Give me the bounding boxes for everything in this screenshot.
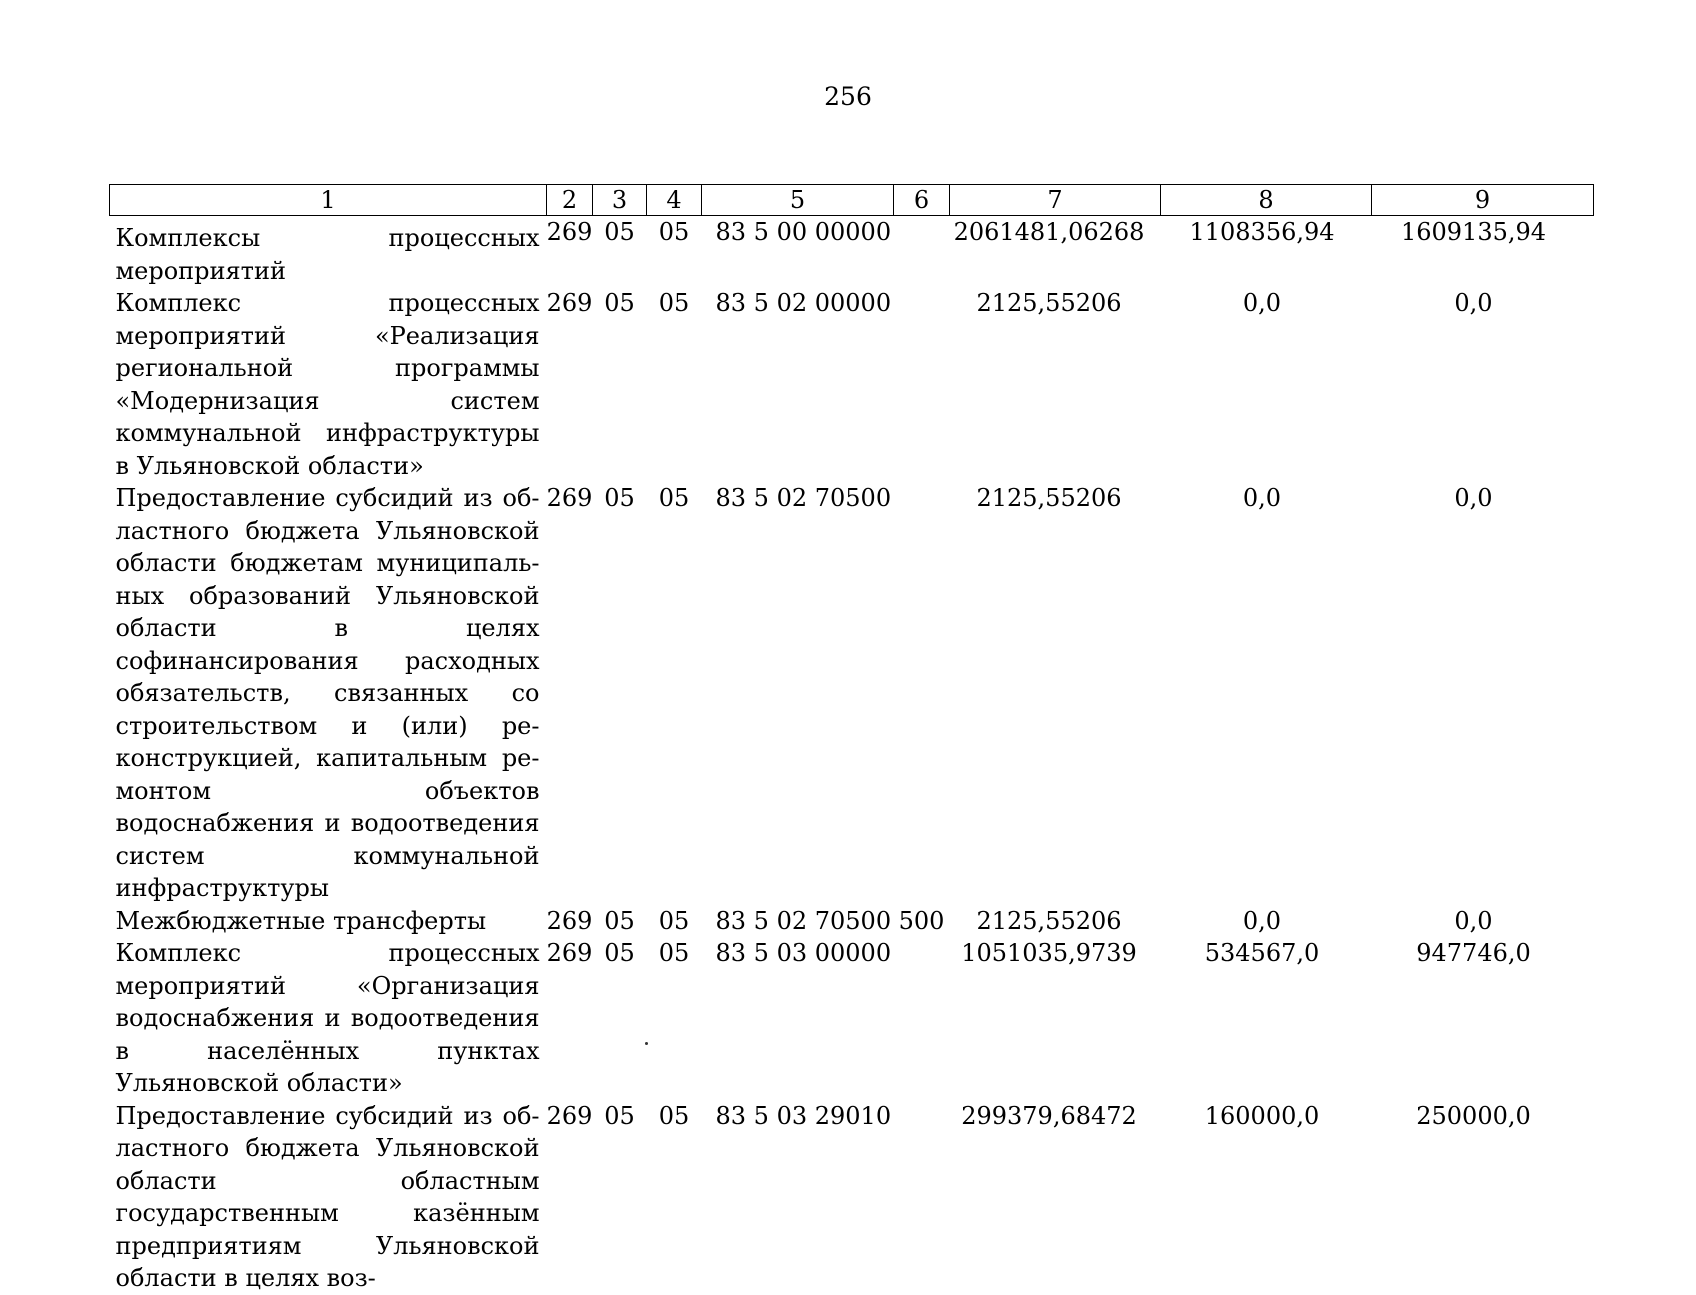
- column-header-6: 6: [894, 185, 950, 216]
- table-row: [110, 216, 1594, 288]
- cell-expense-type: 500: [898, 906, 945, 935]
- column-header-7: 7: [950, 185, 1161, 216]
- cell-subsection-code: 05: [658, 1101, 690, 1130]
- cell-amount-col7: 1051035,9739: [961, 939, 1137, 967]
- cell-amount-col9: 1609135,94: [1400, 218, 1547, 246]
- cell-expense-type: [894, 216, 950, 288]
- cell-target-article: 83 5 02 00000: [715, 289, 892, 317]
- row-description: Комплекс процессных мероприятий «Организация водоснабжения и водоотведения в населённых пунктах Ульяновской области»: [115, 939, 540, 1097]
- cell-amount-col9: 0,0: [1454, 484, 1493, 512]
- cell-subsection-code: 05: [658, 289, 690, 317]
- cell-ministry-code: 269: [546, 906, 593, 935]
- cell-amount-col7: 2125,55206: [976, 484, 1122, 512]
- cell-section-code: 05: [604, 484, 635, 512]
- column-header-4: 4: [647, 185, 702, 216]
- cell-subsection-code: 05: [658, 906, 690, 935]
- cell-expense-type: [894, 937, 950, 1100]
- cell-amount-col7: 299379,68472: [961, 1101, 1137, 1130]
- table-row: [110, 1100, 1594, 1295]
- cell-subsection-code: 05: [658, 218, 690, 246]
- cell-expense-type: [894, 1100, 950, 1295]
- header-row: [110, 185, 1594, 216]
- cell-subsection-code: 05: [658, 484, 690, 512]
- row-description: Межбюджетные трансферты: [115, 906, 487, 935]
- cell-expense-type: [894, 482, 950, 905]
- cell-section-code: 05: [604, 289, 635, 317]
- table-row: [110, 937, 1594, 1100]
- column-header-3: 3: [593, 185, 647, 216]
- cell-amount-col7: 2125,55206: [976, 289, 1122, 317]
- cell-amount-col8: 0,0: [1242, 289, 1282, 317]
- cell-amount-col8: 160000,0: [1204, 1101, 1320, 1130]
- column-header-1: 1: [110, 185, 547, 216]
- cell-section-code: 05: [604, 939, 635, 967]
- cell-subsection-code: 05: [658, 939, 690, 967]
- cell-ministry-code: 269: [546, 939, 593, 967]
- table-row: [110, 482, 1594, 905]
- cell-target-article: 83 5 00 00000: [715, 218, 892, 246]
- cell-target-article: 83 5 02 70500: [715, 906, 892, 935]
- cell-amount-col9: 0,0: [1454, 906, 1493, 935]
- row-description: Предоставление субсидий из областного бюджета Ульяновской области бюджетам муниципальных образований Ульяновской области в целях софинансирования расходных обязательств, связанных со строительством и (или) реконструкцией, капитальным ремонтом объектов водоснабжения и водоотведения систем коммунальной инфраструктуры: [115, 484, 540, 902]
- table-row: [110, 287, 1594, 482]
- column-header-5: 5: [702, 185, 894, 216]
- scan-speck: [645, 1042, 648, 1045]
- cell-amount-col8: 1108356,94: [1189, 218, 1335, 246]
- cell-ministry-code: 269: [546, 289, 593, 317]
- cell-ministry-code: 269: [546, 218, 593, 246]
- cell-amount-col9: 0,0: [1454, 289, 1493, 317]
- cell-expense-type: [894, 287, 950, 482]
- cell-target-article: 83 5 02 70500: [715, 484, 892, 512]
- cell-amount-col7: 2061481,06268: [953, 218, 1145, 246]
- cell-target-article: 83 5 03 29010: [715, 1101, 892, 1130]
- cell-target-article: 83 5 03 00000: [715, 939, 892, 967]
- cell-amount-col8: 0,0: [1242, 906, 1282, 935]
- cell-section-code: 05: [604, 218, 635, 246]
- cell-ministry-code: 269: [546, 1101, 593, 1130]
- cell-amount-col8: 534567,0: [1204, 939, 1320, 967]
- cell-amount-col8: 0,0: [1242, 484, 1282, 512]
- column-header-2: 2: [547, 185, 593, 216]
- cell-section-code: 05: [604, 1101, 635, 1130]
- row-description: Комплекс процессных мероприятий «Реализация региональной программы «Модернизация систем коммунальной инфраструктуры в Ульяновской области»: [115, 289, 540, 480]
- cell-amount-col9: 250000,0: [1416, 1101, 1531, 1130]
- row-description: Комплексы процессных мероприятий: [115, 224, 540, 285]
- row-description: Предоставление субсидий из областного бюджета Ульяновской области областным государственным казённым предприятиям Ульяновской области в целях воз-: [115, 1101, 540, 1292]
- budget-table: [109, 184, 1594, 1295]
- cell-section-code: 05: [604, 906, 635, 935]
- cell-amount-col7: 2125,55206: [976, 906, 1122, 935]
- cell-amount-col9: 947746,0: [1416, 939, 1531, 967]
- cell-ministry-code: 269: [546, 484, 593, 512]
- column-header-9: 9: [1372, 185, 1594, 216]
- table-row: [110, 905, 1594, 938]
- column-header-8: 8: [1161, 185, 1372, 216]
- page-number: 256: [824, 82, 872, 111]
